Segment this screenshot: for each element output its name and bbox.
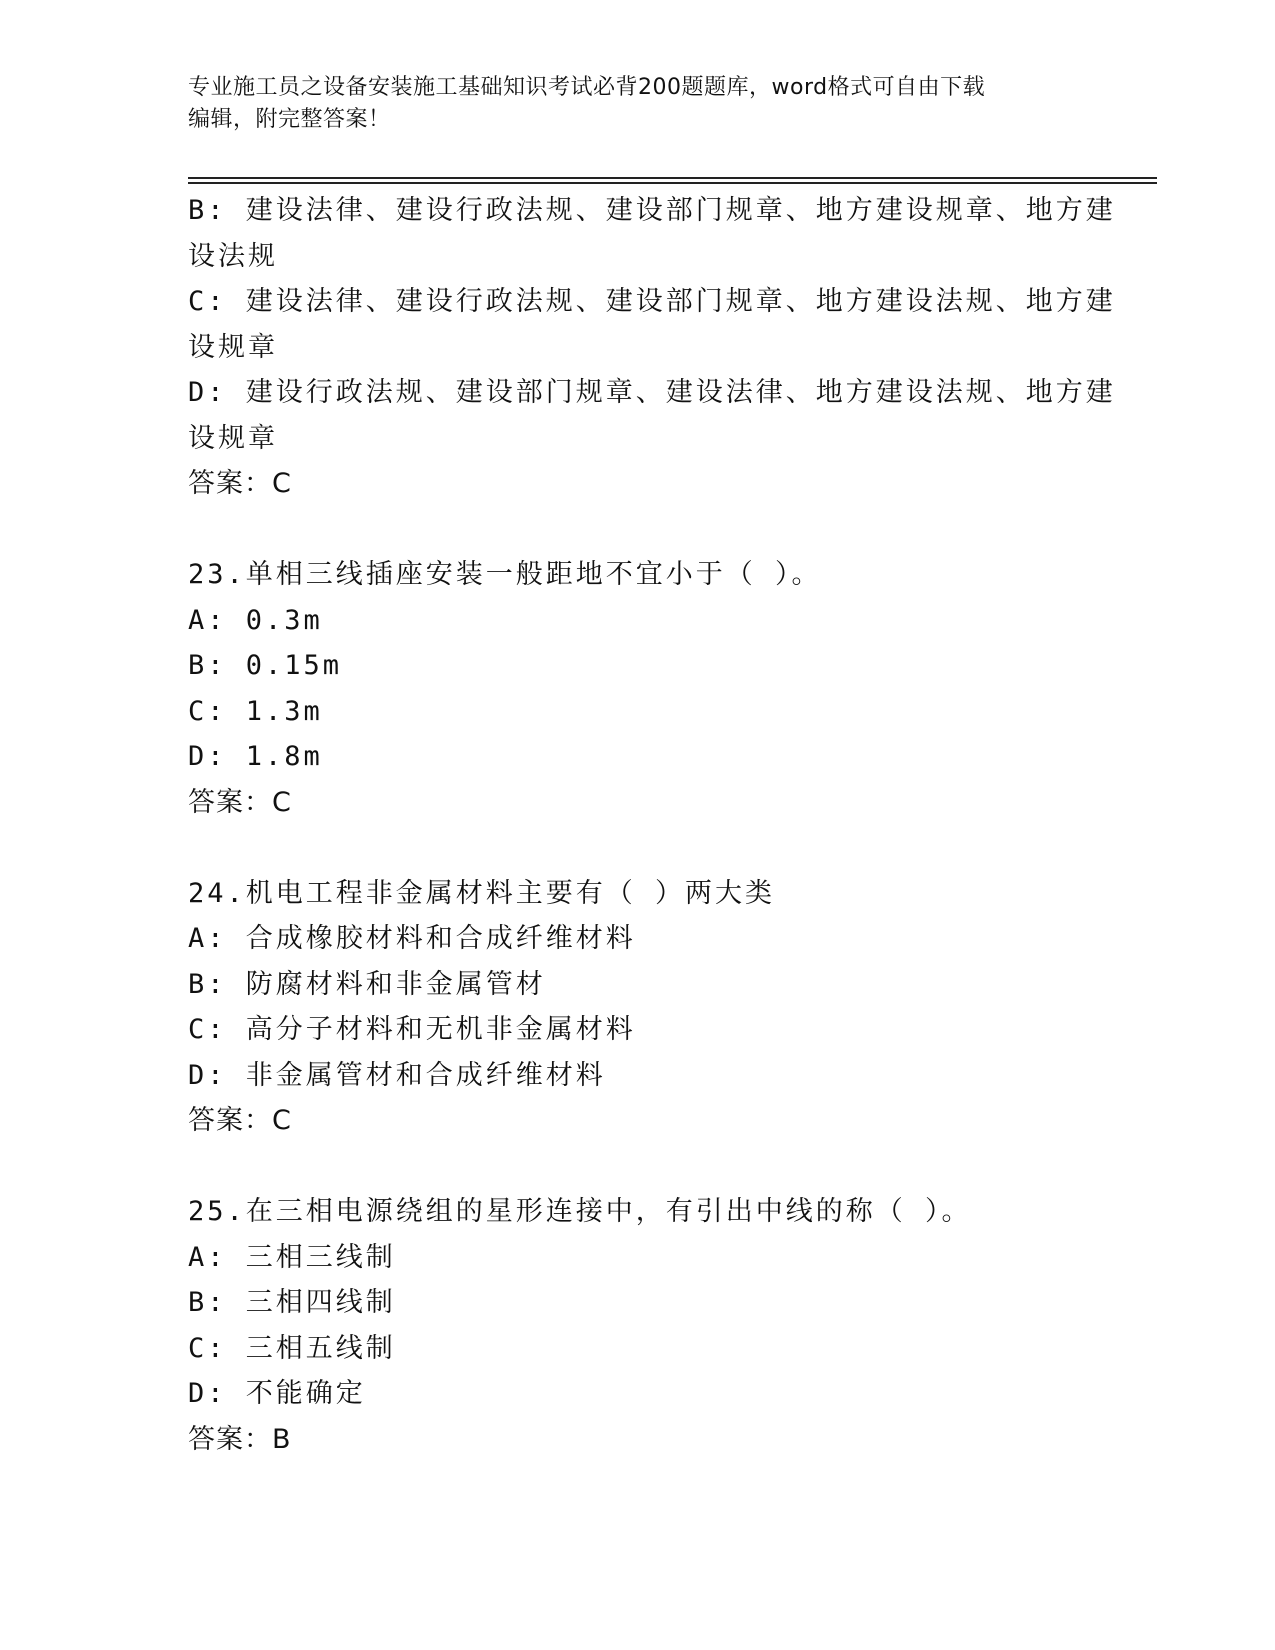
question-25 [188,1189,1088,1462]
option-c: C: 建设法律、建设行政法规、建设部门规章、地方建设法规、地方建 [188,286,1116,317]
question-23 [188,552,1088,825]
option-c: C: 1.3m [188,695,323,727]
question-list [188,188,1116,1462]
option-d: D: 不能确定 [188,1378,366,1409]
option-b: B: 三相四线制 [188,1287,396,1318]
question-text: 24.机电工程非金属材料主要有（ ）两大类 [188,877,776,909]
answer: 答案：C [188,468,292,499]
question-24 [188,871,1088,1144]
question-text: 23.单相三线插座安装一般距地不宜小于（ ）。 [188,559,822,590]
answer: 答案：C [188,1105,292,1136]
option-c: C: 高分子材料和无机非金属材料 [188,1014,636,1045]
option-a: A: 合成橡胶材料和合成纤维材料 [188,923,636,954]
question-text: 25.在三相电源绕组的星形连接中，有引出中线的称（ ）。 [188,1196,972,1227]
option-d: D: 建设行政法规、建设部门规章、建设法律、地方建设法规、地方建 [188,377,1116,408]
header-divider-top [188,177,1157,179]
option-c: C: 三相五线制 [188,1332,396,1364]
header-divider-bottom [188,182,1157,184]
spacer [188,507,1088,553]
option-b: B: 防腐材料和非金属管材 [188,968,546,1000]
question-22 [188,188,1116,507]
spacer [188,825,1088,871]
option-d-continuation: 设规章 [188,422,278,454]
document-header [188,72,1088,136]
answer: 答案：B [188,1423,292,1455]
option-a: A: 0.3m [188,604,323,636]
option-c-continuation: 设规章 [188,331,278,363]
spacer [188,1144,1088,1190]
option-a: A: 三相三线制 [188,1241,396,1273]
option-d: D: 非金属管材和合成纤维材料 [188,1059,606,1091]
option-b: B: 0.15m [188,650,343,681]
answer: 答案：C [188,786,292,818]
option-d: D: 1.8m [188,741,323,772]
option-b: B: 建设法律、建设行政法规、建设部门规章、地方建设规章、地方建 [188,195,1116,226]
option-b-continuation: 设法规 [188,240,278,272]
header-title-line-2: 编辑，附完整答案！ [188,107,391,132]
header-title-line-1: 专业施工员之设备安装施工基础知识考试必背200题题库，word格式可自由下载 [188,75,986,100]
